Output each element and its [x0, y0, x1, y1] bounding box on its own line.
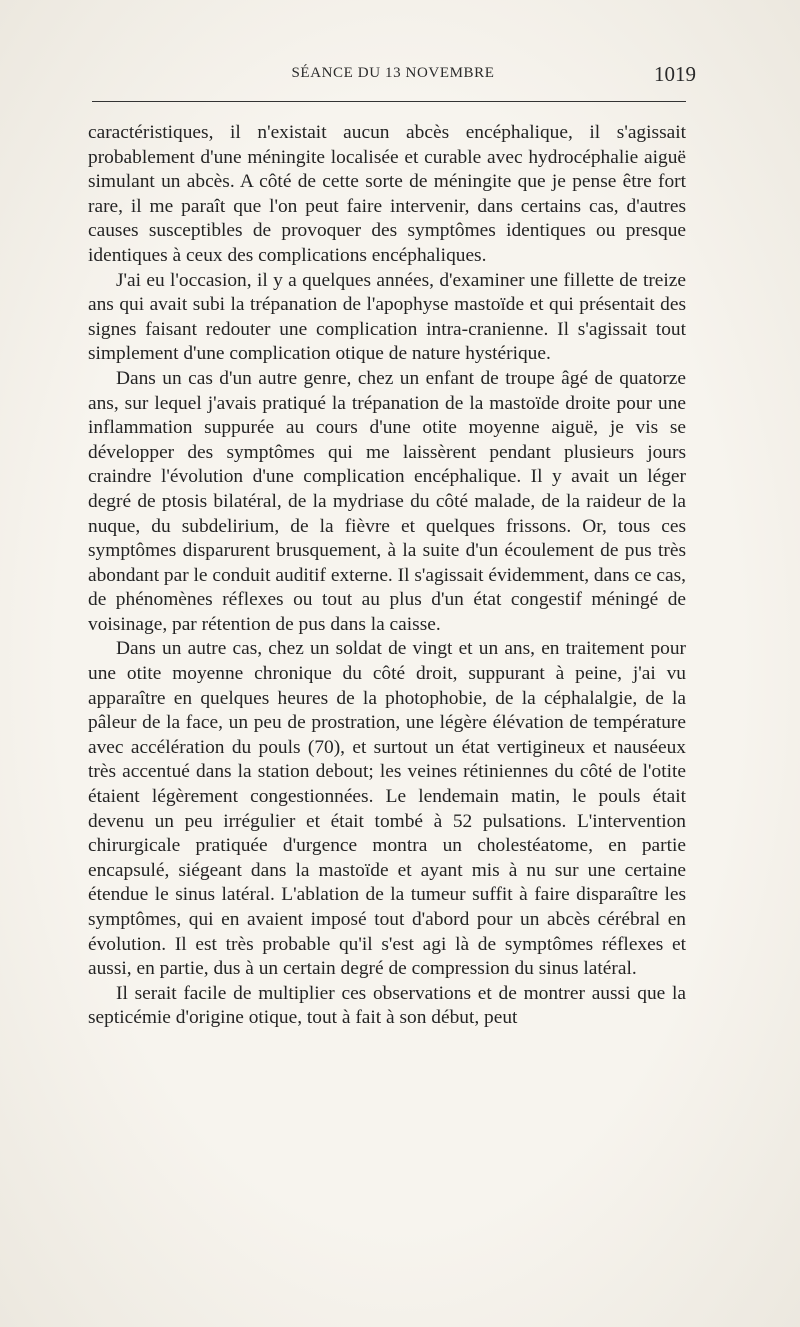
paragraph-2: J'ai eu l'occasion, il y a quelques années, d'examiner une fillette de treize ans qui avait subi la trépanation de l'apophyse mastoïde et qui présentait des signes faisant redouter une complication intra-cranienne. Il s'agissait tout simplement d'une complication otique de nature hystérique.: [88, 269, 686, 365]
body-text: [88, 121, 686, 1031]
paragraph-4: Dans un autre cas, chez un soldat de vingt et un ans, en traitement pour une otite moyenne chronique du côté droit, suppurant à peine, j'ai vu apparaître en quelques heures de la photophobie, de la céphalalgie, de la pâleur de la face, un peu de prostration, une légère élévation de température avec accélération du pouls (70), et surtout un état vertigineux et nauséeux très accentué dans la station debout; les veines rétiniennes du côté de l'otite étaient légèrement congestionnées. Le lendemain matin, le pouls était devenu un peu irrégulier et était tombé à 52 pulsations. L'intervention chirurgicale pratiquée d'urgence montra un cholestéatome, en partie encapsulé, siégeant dans la mastoïde et ayant mis à nu sur une certaine étendue le sinus latéral. L'ablation de la tumeur suffit à faire disparaître les symptômes, qui en avaient imposé tout d'abord pour un abcès cérébral en évolution. Il est très probable qu'il s'est agi là de symptômes réflexes et aussi, en partie, dus à un certain degré de compression du sinus latéral.: [88, 638, 686, 980]
page-number: 1019: [654, 62, 696, 86]
running-head: SÉANCE DU 13 NOVEMBRE: [291, 65, 495, 81]
paragraph-5: Il serait facile de multiplier ces observations et de montrer aussi que la septicémie d'origine otique, tout à fait à son début, peut: [88, 982, 686, 1029]
header-rule: [92, 101, 686, 102]
page-header: [90, 62, 696, 92]
paragraph-1: caractéristiques, il n'existait aucun abcès encéphalique, il s'agissait probablement d'une méningite localisée et curable avec hydrocéphalie aiguë simulant un abcès. A côté de cette sorte de méningite que je pense être fort rare, il me paraît que l'on peut faire intervenir, dans certains cas, d'autres causes susceptibles de provoquer des symptômes identiques ou presque identiques à ceux des complications encéphaliques.: [88, 122, 686, 266]
paragraph-3: Dans un cas d'un autre genre, chez un enfant de troupe âgé de quatorze ans, sur lequel j'avais pratiqué la trépanation de la mastoïde droite pour une inflammation suppurée au cours d'une otite moyenne aiguë, je vis se développer des symptômes qui me laissèrent pendant plusieurs jours craindre l'évolution d'une complication encéphalique. Il y avait un léger degré de ptosis bilatéral, de la mydriase du côté malade, de la raideur de la nuque, du subdelirium, de la fièvre et quelques frissons. Or, tous ces symptômes disparurent brusquement, à la suite d'un écoulement de pus très abondant par le conduit auditif externe. Il s'agissait évidemment, dans ce cas, de phénomènes réflexes ou tout au plus d'un état congestif méningé de voisinage, par rétention de pus dans la caisse.: [88, 367, 686, 635]
